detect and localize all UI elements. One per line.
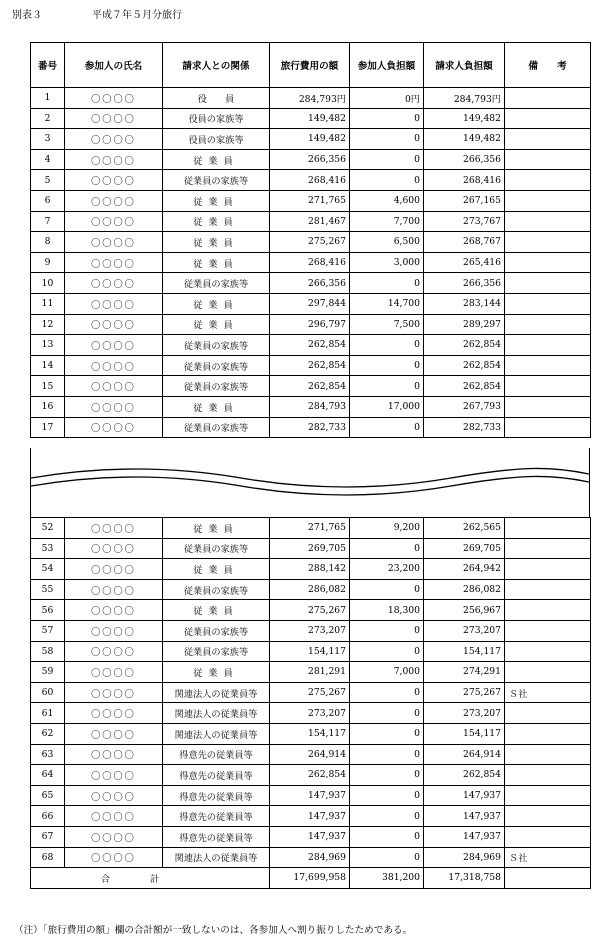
total-travel-cost: 17,699,958 bbox=[270, 868, 350, 889]
table-row bbox=[31, 88, 591, 109]
claimant-share: 268,416 bbox=[424, 170, 505, 191]
claimant-share: 149,482 bbox=[424, 108, 505, 129]
claimant-share: 262,854 bbox=[424, 765, 505, 786]
claimant-share: 154,117 bbox=[424, 641, 505, 662]
participant-name: 〇〇〇〇 bbox=[65, 190, 163, 211]
claimant-share: 267,165 bbox=[424, 190, 505, 211]
col-header-relation: 請求人との関係 bbox=[163, 43, 270, 88]
participant-name: 〇〇〇〇 bbox=[65, 376, 163, 397]
remarks bbox=[505, 744, 591, 765]
participant-name: 〇〇〇〇 bbox=[65, 273, 163, 294]
table-body-bottom bbox=[31, 518, 591, 868]
table-row bbox=[31, 785, 591, 806]
participant-share: 0 bbox=[350, 376, 424, 397]
row-number: 53 bbox=[31, 538, 65, 559]
row-number: 59 bbox=[31, 662, 65, 683]
travel-cost: 147,937 bbox=[270, 785, 350, 806]
table-row bbox=[31, 376, 591, 397]
participant-share: 7,000 bbox=[350, 662, 424, 683]
total-participant-share: 381,200 bbox=[350, 868, 424, 889]
remarks bbox=[505, 88, 591, 109]
remarks bbox=[505, 662, 591, 683]
table-row bbox=[31, 355, 591, 376]
table-row bbox=[31, 826, 591, 847]
participant-name: 〇〇〇〇 bbox=[65, 232, 163, 253]
relation: 従業員 bbox=[163, 149, 270, 170]
row-number: 3 bbox=[31, 129, 65, 150]
travel-cost: 262,854 bbox=[270, 335, 350, 356]
row-number: 63 bbox=[31, 744, 65, 765]
travel-cost: 269,705 bbox=[270, 538, 350, 559]
remarks: Ｓ社 bbox=[505, 682, 591, 703]
participant-name: 〇〇〇〇 bbox=[65, 88, 163, 109]
relation: 役員の家族等 bbox=[163, 108, 270, 129]
travel-cost: 154,117 bbox=[270, 641, 350, 662]
row-number: 68 bbox=[31, 847, 65, 868]
remarks bbox=[505, 417, 591, 438]
row-number: 13 bbox=[31, 335, 65, 356]
claimant-share: 273,767 bbox=[424, 211, 505, 232]
remarks bbox=[505, 376, 591, 397]
participant-name: 〇〇〇〇 bbox=[65, 149, 163, 170]
participant-share: 0 bbox=[350, 806, 424, 827]
relation: 従業員 bbox=[163, 662, 270, 683]
travel-cost: 262,854 bbox=[270, 355, 350, 376]
relation: 従業員の家族等 bbox=[163, 170, 270, 191]
table-row bbox=[31, 108, 591, 129]
row-number: 52 bbox=[31, 518, 65, 539]
relation: 得意先の従業員等 bbox=[163, 765, 270, 786]
participant-share: 0 bbox=[350, 765, 424, 786]
claimant-share: 284,793円 bbox=[424, 88, 505, 109]
claimant-share: 264,942 bbox=[424, 559, 505, 580]
relation: 従業員 bbox=[163, 252, 270, 273]
participant-share: 0 bbox=[350, 785, 424, 806]
row-number: 9 bbox=[31, 252, 65, 273]
claimant-share: 284,969 bbox=[424, 847, 505, 868]
relation: 従業員の家族等 bbox=[163, 641, 270, 662]
omission-wave-mark bbox=[31, 448, 589, 517]
relation: 従業員 bbox=[163, 600, 270, 621]
participant-share: 4,600 bbox=[350, 190, 424, 211]
remarks bbox=[505, 232, 591, 253]
claimant-share: 283,144 bbox=[424, 293, 505, 314]
participant-name: 〇〇〇〇 bbox=[65, 785, 163, 806]
participant-share: 0 bbox=[350, 335, 424, 356]
participant-name: 〇〇〇〇 bbox=[65, 293, 163, 314]
table-row bbox=[31, 170, 591, 191]
claimant-share: 265,416 bbox=[424, 252, 505, 273]
remarks bbox=[505, 170, 591, 191]
travel-cost: 266,356 bbox=[270, 149, 350, 170]
row-number: 61 bbox=[31, 703, 65, 724]
participant-name: 〇〇〇〇 bbox=[65, 252, 163, 273]
col-header-travel-cost: 旅行費用の額 bbox=[270, 43, 350, 88]
table-row bbox=[31, 641, 591, 662]
relation: 従業員 bbox=[163, 211, 270, 232]
relation: 得意先の従業員等 bbox=[163, 744, 270, 765]
claimant-share: 282,733 bbox=[424, 417, 505, 438]
relation: 従業員 bbox=[163, 232, 270, 253]
participant-name: 〇〇〇〇 bbox=[65, 559, 163, 580]
row-number: 57 bbox=[31, 620, 65, 641]
total-claimant-share: 17,318,758 bbox=[424, 868, 505, 889]
remarks bbox=[505, 641, 591, 662]
participant-name: 〇〇〇〇 bbox=[65, 662, 163, 683]
appendix-label: 別表３ bbox=[12, 10, 42, 21]
row-number: 1 bbox=[31, 88, 65, 109]
document-header bbox=[12, 6, 182, 21]
claimant-share: 266,356 bbox=[424, 149, 505, 170]
remarks bbox=[505, 703, 591, 724]
travel-cost: 275,267 bbox=[270, 682, 350, 703]
participant-share: 0 bbox=[350, 579, 424, 600]
table-row bbox=[31, 847, 591, 868]
table-row bbox=[31, 579, 591, 600]
remarks bbox=[505, 149, 591, 170]
table-row bbox=[31, 417, 591, 438]
total-remarks bbox=[505, 868, 591, 889]
remarks bbox=[505, 518, 591, 539]
relation: 従業員の家族等 bbox=[163, 355, 270, 376]
remarks bbox=[505, 600, 591, 621]
participant-name: 〇〇〇〇 bbox=[65, 826, 163, 847]
participant-share: 0 bbox=[350, 355, 424, 376]
participant-share: 7,700 bbox=[350, 211, 424, 232]
travel-cost: 282,733 bbox=[270, 417, 350, 438]
remarks bbox=[505, 396, 591, 417]
participant-share: 6,500 bbox=[350, 232, 424, 253]
participant-share: 0 bbox=[350, 108, 424, 129]
table-row bbox=[31, 662, 591, 683]
remarks bbox=[505, 190, 591, 211]
remarks bbox=[505, 108, 591, 129]
travel-cost-table-top bbox=[30, 42, 591, 438]
participant-share: 0円 bbox=[350, 88, 424, 109]
participant-share: 17,000 bbox=[350, 396, 424, 417]
relation: 従業員 bbox=[163, 396, 270, 417]
table-row bbox=[31, 744, 591, 765]
remarks bbox=[505, 806, 591, 827]
relation: 得意先の従業員等 bbox=[163, 806, 270, 827]
row-number: 10 bbox=[31, 273, 65, 294]
table-row bbox=[31, 149, 591, 170]
travel-cost: 266,356 bbox=[270, 273, 350, 294]
table-row bbox=[31, 723, 591, 744]
relation: 従業員の家族等 bbox=[163, 335, 270, 356]
table-row bbox=[31, 129, 591, 150]
row-number: 14 bbox=[31, 355, 65, 376]
table-row bbox=[31, 211, 591, 232]
row-number: 66 bbox=[31, 806, 65, 827]
participant-share: 0 bbox=[350, 723, 424, 744]
row-number: 62 bbox=[31, 723, 65, 744]
participant-share: 0 bbox=[350, 641, 424, 662]
table-row bbox=[31, 518, 591, 539]
travel-cost: 149,482 bbox=[270, 129, 350, 150]
travel-cost: 262,854 bbox=[270, 765, 350, 786]
participant-share: 0 bbox=[350, 847, 424, 868]
row-number: 17 bbox=[31, 417, 65, 438]
claimant-share: 286,082 bbox=[424, 579, 505, 600]
claimant-share: 256,967 bbox=[424, 600, 505, 621]
row-number: 58 bbox=[31, 641, 65, 662]
participant-share: 0 bbox=[350, 538, 424, 559]
omitted-rows-gap bbox=[30, 448, 590, 517]
participant-name: 〇〇〇〇 bbox=[65, 847, 163, 868]
row-number: 5 bbox=[31, 170, 65, 191]
row-number: 7 bbox=[31, 211, 65, 232]
relation: 関連法人の従業員等 bbox=[163, 682, 270, 703]
participant-name: 〇〇〇〇 bbox=[65, 396, 163, 417]
claimant-share: 275,267 bbox=[424, 682, 505, 703]
relation: 役 員 bbox=[163, 88, 270, 109]
travel-cost: 284,793円 bbox=[270, 88, 350, 109]
remarks bbox=[505, 252, 591, 273]
travel-cost: 275,267 bbox=[270, 600, 350, 621]
remarks bbox=[505, 314, 591, 335]
relation: 関連法人の従業員等 bbox=[163, 847, 270, 868]
claimant-share: 262,565 bbox=[424, 518, 505, 539]
table-row bbox=[31, 293, 591, 314]
participant-share: 0 bbox=[350, 170, 424, 191]
col-header-number: 番号 bbox=[31, 43, 65, 88]
travel-cost: 149,482 bbox=[270, 108, 350, 129]
participant-share: 3,000 bbox=[350, 252, 424, 273]
claimant-share: 147,937 bbox=[424, 785, 505, 806]
remarks bbox=[505, 826, 591, 847]
participant-name: 〇〇〇〇 bbox=[65, 314, 163, 335]
claimant-share: 273,207 bbox=[424, 703, 505, 724]
remarks bbox=[505, 273, 591, 294]
claimant-share: 262,854 bbox=[424, 376, 505, 397]
participant-name: 〇〇〇〇 bbox=[65, 170, 163, 191]
table-row bbox=[31, 232, 591, 253]
participant-name: 〇〇〇〇 bbox=[65, 335, 163, 356]
travel-cost: 147,937 bbox=[270, 806, 350, 827]
participant-name: 〇〇〇〇 bbox=[65, 518, 163, 539]
travel-cost: 284,969 bbox=[270, 847, 350, 868]
table-body-top bbox=[31, 88, 591, 438]
table-row bbox=[31, 538, 591, 559]
claimant-share: 147,937 bbox=[424, 826, 505, 847]
remarks bbox=[505, 355, 591, 376]
travel-cost: 284,793 bbox=[270, 396, 350, 417]
claimant-share: 264,914 bbox=[424, 744, 505, 765]
row-number: 11 bbox=[31, 293, 65, 314]
travel-cost: 281,291 bbox=[270, 662, 350, 683]
participant-name: 〇〇〇〇 bbox=[65, 538, 163, 559]
travel-cost: 271,765 bbox=[270, 190, 350, 211]
table-row bbox=[31, 190, 591, 211]
col-header-claimant-share: 請求人負担額 bbox=[424, 43, 505, 88]
travel-cost: 154,117 bbox=[270, 723, 350, 744]
table-row bbox=[31, 600, 591, 621]
participant-name: 〇〇〇〇 bbox=[65, 682, 163, 703]
footnote: （注）「旅行費用の額」欄の合計額が一致しないのは、各参加人へ割り振りしたためである。 bbox=[14, 925, 413, 936]
participant-name: 〇〇〇〇 bbox=[65, 620, 163, 641]
relation: 関連法人の従業員等 bbox=[163, 703, 270, 724]
remarks bbox=[505, 559, 591, 580]
participant-name: 〇〇〇〇 bbox=[65, 744, 163, 765]
total-row bbox=[31, 868, 591, 889]
row-number: 54 bbox=[31, 559, 65, 580]
relation: 従業員 bbox=[163, 518, 270, 539]
table-row bbox=[31, 252, 591, 273]
participant-name: 〇〇〇〇 bbox=[65, 211, 163, 232]
table-row bbox=[31, 335, 591, 356]
remarks bbox=[505, 129, 591, 150]
relation: 従業員 bbox=[163, 314, 270, 335]
claimant-share: 274,291 bbox=[424, 662, 505, 683]
remarks: Ｓ社 bbox=[505, 847, 591, 868]
claimant-share: 149,482 bbox=[424, 129, 505, 150]
relation: 従業員の家族等 bbox=[163, 376, 270, 397]
table-header-row bbox=[31, 43, 591, 88]
participant-share: 7,500 bbox=[350, 314, 424, 335]
claimant-share: 267,793 bbox=[424, 396, 505, 417]
col-header-participant-share: 参加人負担額 bbox=[350, 43, 424, 88]
participant-share: 0 bbox=[350, 149, 424, 170]
row-number: 15 bbox=[31, 376, 65, 397]
document-subtitle: 平成７年５月分旅行 bbox=[92, 10, 182, 21]
relation: 従業員の家族等 bbox=[163, 579, 270, 600]
row-number: 4 bbox=[31, 149, 65, 170]
relation: 従業員の家族等 bbox=[163, 620, 270, 641]
travel-cost: 275,267 bbox=[270, 232, 350, 253]
travel-cost: 147,937 bbox=[270, 826, 350, 847]
relation: 従業員の家族等 bbox=[163, 273, 270, 294]
table-row bbox=[31, 806, 591, 827]
row-number: 56 bbox=[31, 600, 65, 621]
remarks bbox=[505, 785, 591, 806]
relation: 従業員 bbox=[163, 190, 270, 211]
claimant-share: 269,705 bbox=[424, 538, 505, 559]
participant-name: 〇〇〇〇 bbox=[65, 765, 163, 786]
participant-share: 23,200 bbox=[350, 559, 424, 580]
row-number: 12 bbox=[31, 314, 65, 335]
claimant-share: 262,854 bbox=[424, 335, 505, 356]
table-row bbox=[31, 273, 591, 294]
relation: 得意先の従業員等 bbox=[163, 785, 270, 806]
row-number: 16 bbox=[31, 396, 65, 417]
relation: 得意先の従業員等 bbox=[163, 826, 270, 847]
claimant-share: 262,854 bbox=[424, 355, 505, 376]
travel-cost: 268,416 bbox=[270, 252, 350, 273]
table-row bbox=[31, 620, 591, 641]
row-number: 60 bbox=[31, 682, 65, 703]
participant-name: 〇〇〇〇 bbox=[65, 417, 163, 438]
travel-cost: 273,207 bbox=[270, 703, 350, 724]
claimant-share: 147,937 bbox=[424, 806, 505, 827]
remarks bbox=[505, 211, 591, 232]
table-row bbox=[31, 703, 591, 724]
remarks bbox=[505, 579, 591, 600]
travel-cost: 268,416 bbox=[270, 170, 350, 191]
participant-name: 〇〇〇〇 bbox=[65, 641, 163, 662]
participant-share: 0 bbox=[350, 129, 424, 150]
relation: 従業員の家族等 bbox=[163, 417, 270, 438]
claimant-share: 289,297 bbox=[424, 314, 505, 335]
travel-cost: 281,467 bbox=[270, 211, 350, 232]
participant-name: 〇〇〇〇 bbox=[65, 703, 163, 724]
travel-cost: 297,844 bbox=[270, 293, 350, 314]
remarks bbox=[505, 620, 591, 641]
participant-share: 0 bbox=[350, 682, 424, 703]
participant-name: 〇〇〇〇 bbox=[65, 129, 163, 150]
table-row bbox=[31, 314, 591, 335]
travel-cost: 273,207 bbox=[270, 620, 350, 641]
row-number: 2 bbox=[31, 108, 65, 129]
participant-name: 〇〇〇〇 bbox=[65, 579, 163, 600]
relation: 従業員 bbox=[163, 293, 270, 314]
participant-share: 0 bbox=[350, 826, 424, 847]
participant-share: 0 bbox=[350, 417, 424, 438]
participant-share: 0 bbox=[350, 620, 424, 641]
row-number: 64 bbox=[31, 765, 65, 786]
row-number: 6 bbox=[31, 190, 65, 211]
row-number: 8 bbox=[31, 232, 65, 253]
participant-share: 0 bbox=[350, 744, 424, 765]
claimant-share: 266,356 bbox=[424, 273, 505, 294]
relation: 関連法人の従業員等 bbox=[163, 723, 270, 744]
col-header-remarks: 備 考 bbox=[505, 43, 591, 88]
relation: 従業員の家族等 bbox=[163, 538, 270, 559]
col-header-participant-name: 参加人の氏名 bbox=[65, 43, 163, 88]
remarks bbox=[505, 335, 591, 356]
table-row bbox=[31, 682, 591, 703]
participant-share: 9,200 bbox=[350, 518, 424, 539]
row-number: 65 bbox=[31, 785, 65, 806]
participant-share: 14,700 bbox=[350, 293, 424, 314]
remarks bbox=[505, 765, 591, 786]
participant-name: 〇〇〇〇 bbox=[65, 108, 163, 129]
travel-cost: 271,765 bbox=[270, 518, 350, 539]
row-number: 55 bbox=[31, 579, 65, 600]
remarks bbox=[505, 723, 591, 744]
travel-cost-table-bottom bbox=[30, 517, 591, 889]
travel-cost: 264,914 bbox=[270, 744, 350, 765]
table-row bbox=[31, 765, 591, 786]
total-label: 合計 bbox=[31, 868, 270, 889]
table-row bbox=[31, 559, 591, 580]
participant-share: 18,300 bbox=[350, 600, 424, 621]
claimant-share: 273,207 bbox=[424, 620, 505, 641]
relation: 従業員 bbox=[163, 559, 270, 580]
relation: 役員の家族等 bbox=[163, 129, 270, 150]
participant-name: 〇〇〇〇 bbox=[65, 806, 163, 827]
travel-cost: 262,854 bbox=[270, 376, 350, 397]
participant-name: 〇〇〇〇 bbox=[65, 723, 163, 744]
remarks bbox=[505, 538, 591, 559]
table-row bbox=[31, 396, 591, 417]
travel-cost: 286,082 bbox=[270, 579, 350, 600]
travel-cost: 296,797 bbox=[270, 314, 350, 335]
remarks bbox=[505, 293, 591, 314]
participant-share: 0 bbox=[350, 273, 424, 294]
claimant-share: 154,117 bbox=[424, 723, 505, 744]
row-number: 67 bbox=[31, 826, 65, 847]
participant-name: 〇〇〇〇 bbox=[65, 355, 163, 376]
participant-name: 〇〇〇〇 bbox=[65, 600, 163, 621]
participant-share: 0 bbox=[350, 703, 424, 724]
claimant-share: 268,767 bbox=[424, 232, 505, 253]
travel-cost: 288,142 bbox=[270, 559, 350, 580]
